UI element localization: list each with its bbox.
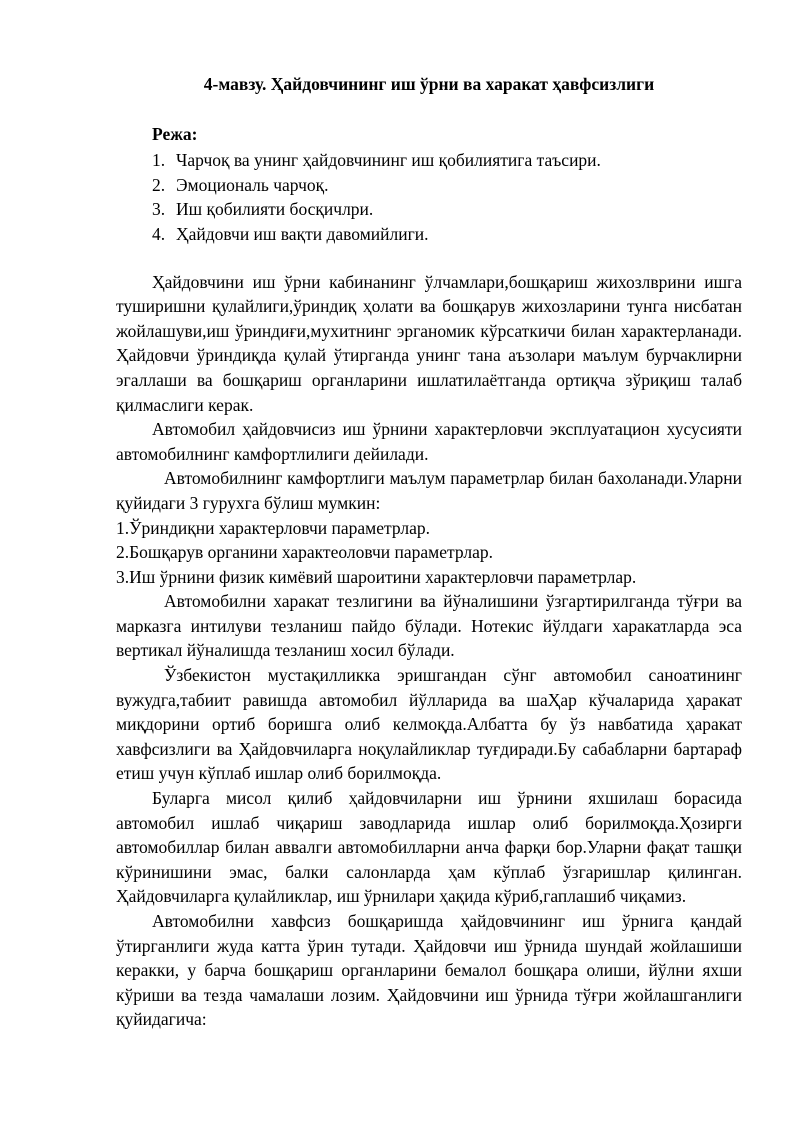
body-paragraph: Автомобилни хавфсиз бошқаришда ҳайдовчининг иш ўрнига қандай ўтирганлиги жуда катта ўрин тутади. Ҳайдовчи иш ўрнида шундай жойлашиши керакки, у барча бошқариш органларини бемалол бошқара олиши, йўлни яхши кўриши ва тезда чамалаши лозим. Ҳайдовчини иш ўрнида тўғри жойлашганлиги қуйидагича:: [116, 911, 742, 1030]
body-paragraph: Ҳайдовчини иш ўрни кабинанинг ўлчамлари,бошқариш жихозлврини ишга туширишни қулайлиги,ўриндиқ ҳолати ва бошқарув жихозларини тунга нисбатан жойлашуви,иш ўриндиғи,мухитнинг эрганомик кўрсаткичи билан характерланади. Ҳайдовчи ўриндиқда қулай ўтирганда унинг тана аъзолари маълум бурчаклирни эгаллаши ва бошқариш органларини ишлатилаётганда ортиқча зўриқиш талаб қилмаслиги керак.: [116, 271, 742, 415]
body-list-line: 3.Иш ўрнини физик кимёвий шароитини характерловчи параметрлар.: [116, 566, 637, 587]
body-paragraph: Автомобилнинг камфортлиги маълум параметрлар билан бахоланади.Уларни қуйидаги 3 гурухга бўлиш мумкин:: [116, 468, 742, 513]
plan-item-number: 3.: [152, 199, 166, 220]
plan-item: [152, 173, 742, 198]
plan-item: [152, 148, 742, 173]
plan-item-text: Эмоциональ чарчоқ.: [176, 174, 329, 195]
plan-item-number: 2.: [152, 174, 166, 195]
body-list-line: 1.Ўриндиқни характерловчи параметрлар.: [116, 517, 431, 538]
body-list-line: 2.Бошқарув органини характеоловчи параметрлар.: [116, 542, 493, 563]
plan-item: [152, 222, 742, 247]
plan-item-text: Ҳайдовчи иш вақти давомийлиги.: [176, 223, 429, 244]
plan-item-number: 1.: [152, 150, 166, 171]
plan-list: [116, 148, 742, 246]
body-paragraph: Автомобилни харакат тезлигини ва йўналишини ўзгартирилганда тўғри ва марказга интилуви тезланиш пайдо бўлади. Нотекис йўлдаги харакатларда эса вертикал йўналишда тезланиш хосил бўлади.: [116, 591, 742, 661]
plan-heading: Режа:: [152, 123, 198, 144]
plan-item: [152, 197, 742, 222]
body-paragraph: Ўзбекистон мустақилликка эришгандан сўнг автомобил саноатининг вужудга,табиит равишда автомобил йўлларида ва шаҲар кўчаларида ҳаракат миқдорини ортиб боришга олиб келмоқда.Албатта бу ўз навбатида ҳаракат хавфсизлиги ва Ҳайдовчиларга ноқулайликлар туғдиради.Бу сабабларни бартараф етиш учун кўплаб ишлар олиб борилмоқда.: [116, 665, 742, 784]
plan-item-text: Иш қобилияти босқичлри.: [176, 199, 374, 220]
body-paragraph: Автомобил ҳайдовчисиз иш ўрнини характерловчи эксплуатацион хусусияти автомобилнинг камфортлилиги дейилади.: [116, 419, 742, 464]
plan-item-number: 4.: [152, 223, 166, 244]
plan-item-text: Чарчоқ ва унинг ҳайдовчининг иш қобилиятига таъсири.: [176, 150, 601, 171]
body-paragraph: Буларга мисол қилиб ҳайдовчиларни иш ўрнини яхшилаш борасида автомобил ишлаб чиқариш заводларида ишлар олиб борилмоқда.Ҳозирги автомобиллар билан аввалги автомобилларни анча фарқи бор.Уларни фақат ташқи кўринишини эмас, балки салонларда ҳам кўплаб ўзгаришлар қилинган. Ҳайдовчиларга қулайликлар, иш ўрнилари ҳақида кўриб,гаплашиб чиқамиз.: [116, 788, 742, 907]
document-title: 4-мавзу. Ҳайдовчининг иш ўрни ва харакат ҳавфсизлиги: [203, 74, 655, 94]
